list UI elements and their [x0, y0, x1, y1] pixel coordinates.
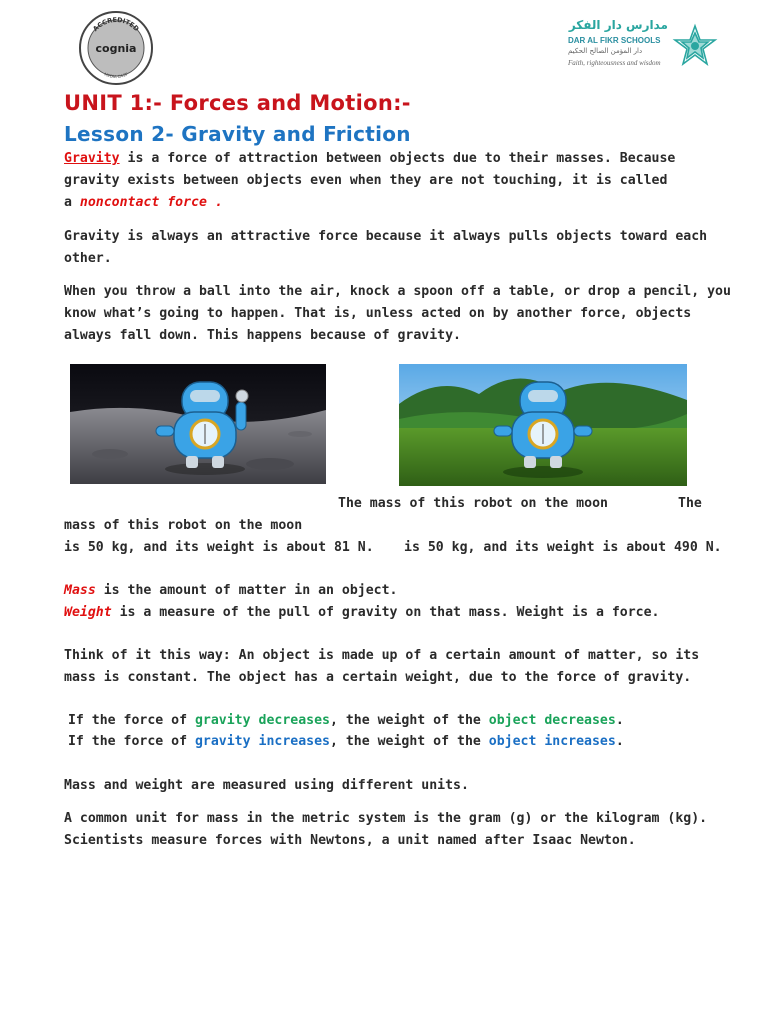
svg-text:ACCREDITED: ACCREDITED [91, 15, 141, 34]
gravity-definition-line3 [64, 192, 223, 214]
cognia-wordmark: cognia [95, 42, 137, 55]
text-span: is the amount of matter in an object. [95, 583, 398, 598]
caption-earth-line2: mass of this robot on the moon [64, 518, 303, 533]
text-span: is a force of attraction between objects due to their masses. Because [119, 151, 676, 166]
paragraph-5-line1: Mass and weight are measured using different units. [64, 778, 469, 793]
weight-definition [64, 602, 659, 624]
paragraph-6-line2: Scientists measure forces with Newtons, a unit named after Isaac Newton. [64, 833, 636, 848]
mass-definition [64, 580, 397, 602]
paragraph-3-line2: know what’s going to happen. That is, unless acted on by another force, objects [64, 306, 692, 321]
gravity-increases-term: gravity increases [194, 734, 330, 749]
rule-gravity-increases [60, 731, 624, 753]
text-span: . [615, 713, 624, 728]
paragraph-2-line2: other. [64, 251, 112, 266]
caption-moon-weight: is 50 kg, and its weight is about 81 N. [64, 540, 374, 555]
school-motto-arabic: دار المؤمن الصالح الحكيم [568, 47, 643, 55]
lesson-title: Lesson 2- Gravity and Friction [64, 122, 411, 146]
svg-text:MEDIA CAST: MEDIA CAST [103, 71, 129, 80]
caption-moon-line1: The mass of this robot on the moon [338, 496, 608, 511]
school-name-arabic: مدارس دار الفكر [568, 18, 668, 32]
text-span: If the force of [60, 713, 195, 728]
school-name-english: DAR AL FIKR SCHOOLS [568, 36, 661, 45]
gravity-definition-line1 [64, 148, 675, 170]
paragraph-3-line3: always fall down. This happens because of gravity. [64, 328, 461, 343]
text-span: If the force of [60, 734, 195, 749]
school-motto-english: Faith, righteousness and wisdom [568, 59, 661, 67]
paragraph-3-line1: When you throw a ball into the air, knock a spoon off a table, or drop a pencil, you [64, 284, 731, 299]
robot-on-earth-image [399, 364, 687, 486]
noncontact-force-term: noncontact force . [79, 195, 223, 210]
paragraph-4-line2: mass is constant. The object has a certain weight, due to the force of gravity. [64, 670, 692, 685]
mass-term: Mass [64, 583, 96, 598]
weight-term: Weight [64, 605, 112, 620]
paragraph-4-line1: Think of it this way: An object is made up of a certain amount of matter, so its [64, 648, 700, 663]
object-decreases-term: object decreases [488, 713, 616, 728]
text-span: a [64, 195, 80, 210]
robot-on-moon-image [70, 364, 326, 484]
paragraph-6-line1: A common unit for mass in the metric system is the gram (g) or the kilogram (kg). [64, 811, 708, 826]
text-span: is a measure of the pull of gravity on that mass. Weight is a force. [111, 605, 660, 620]
unit-title: UNIT 1:- Forces and Motion:- [64, 91, 411, 115]
star-emblem-icon [672, 22, 718, 70]
caption-earth-line1: The [678, 496, 702, 511]
cognia-accreditation-badge [78, 10, 154, 86]
school-logo [568, 18, 718, 78]
text-span: . [615, 734, 624, 749]
gravity-definition-line2: gravity exists between objects even when they are not touching, it is called [64, 173, 668, 188]
caption-earth-weight: is 50 kg, and its weight is about 490 N. [404, 540, 722, 555]
gravity-decreases-term: gravity decreases [194, 713, 330, 728]
object-increases-term: object increases [488, 734, 616, 749]
cognia-badge-icon [78, 10, 154, 86]
paragraph-2-line1: Gravity is always an attractive force because it always pulls objects toward each [64, 229, 708, 244]
text-span: , the weight of the [329, 734, 489, 749]
rule-gravity-decreases [60, 710, 624, 732]
text-span: , the weight of the [329, 713, 489, 728]
gravity-term: Gravity [64, 151, 120, 166]
